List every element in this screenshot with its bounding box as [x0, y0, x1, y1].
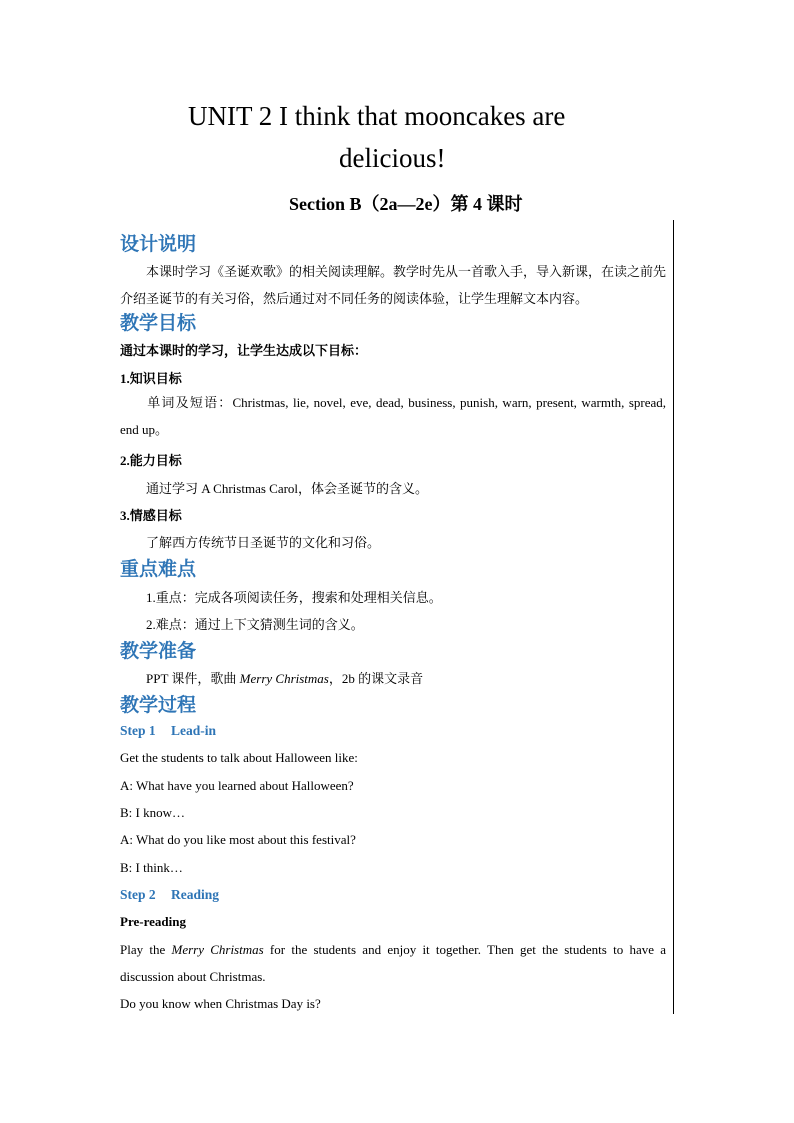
- pre-reading-text-a: Play the: [120, 942, 172, 957]
- step2-name: Reading: [171, 887, 220, 902]
- pre-reading-label: Pre-reading: [120, 914, 186, 929]
- lead-in-line-3: B: I know…: [120, 805, 185, 820]
- title-line1: UNIT 2 I think that mooncakes are: [188, 101, 566, 131]
- section-subtitle: Section B（2a—2e）第 4 课时: [289, 194, 523, 214]
- prep-text-b: ，2b 的课文录音: [328, 671, 424, 686]
- christmas-question: Do you know when Christmas Day is?: [120, 996, 321, 1011]
- emotion-goal-text: 了解西方传统节日圣诞节的文化和习俗。: [146, 535, 381, 550]
- lead-in-line-5: B: I think…: [120, 860, 183, 875]
- lead-in-line-2: A: What have you learned about Halloween?: [120, 778, 354, 793]
- knowledge-goal-paragraph: [120, 389, 666, 443]
- pre-reading-paragraph: [120, 936, 666, 990]
- lead-in-line-1: Get the students to talk about Halloween like:: [120, 750, 358, 765]
- step2-number: Step 2: [120, 887, 156, 902]
- prep-song-title: Merry Christmas: [239, 671, 329, 686]
- goals-heading: 教学目标: [120, 312, 197, 334]
- design-text: 本课时学习《圣诞欢歌》的相关阅读理解。教学时先从一首歌入手，导入新课，在读之前先介绍圣诞节的有关习俗，然后通过对不同任务的阅读体验，让学生理解文本内容。: [120, 264, 667, 306]
- title-line2: delicious!: [339, 143, 446, 173]
- ability-goal-label: 2.能力目标: [120, 453, 182, 468]
- keypoint-2: 2.难点：通过上下文猜测生词的含义。: [146, 617, 364, 632]
- right-border-line: [673, 220, 674, 1014]
- knowledge-goal-label: 1.知识目标: [120, 371, 182, 386]
- goals-intro: 通过本课时的学习，让学生达成以下目标：: [120, 343, 368, 358]
- pre-reading-song-title: Merry Christmas: [171, 942, 264, 957]
- process-heading: 教学过程: [120, 694, 197, 716]
- step2-heading: [120, 887, 219, 903]
- design-heading: 设计说明: [120, 233, 197, 255]
- step1-heading: [120, 723, 216, 739]
- prep-text: [146, 668, 423, 687]
- knowledge-goal-text: 单词及短语：Christmas, lie, novel, eve, dead, business, punish, warn, present, warmth, spread, end up。: [120, 395, 666, 437]
- design-paragraph: [120, 258, 666, 312]
- keypoint-1: 1.重点：完成各项阅读任务，搜索和处理相关信息。: [146, 590, 442, 605]
- emotion-goal-label: 3.情感目标: [120, 508, 182, 523]
- prep-text-a: PPT 课件，歌曲: [146, 671, 240, 686]
- ability-goal-text: 通过学习 A Christmas Carol，体会圣诞节的含义。: [146, 481, 429, 496]
- pre-reading-text-b: for the students and enjoy it together. Then get the students to have a discussion about Christmas.: [120, 942, 666, 984]
- lead-in-line-4: A: What do you like most about this festival?: [120, 832, 356, 847]
- prep-heading: 教学准备: [120, 640, 197, 662]
- keypoints-heading: 重点难点: [120, 558, 197, 580]
- step1-number: Step 1: [120, 723, 156, 738]
- step1-name: Lead-in: [171, 723, 217, 738]
